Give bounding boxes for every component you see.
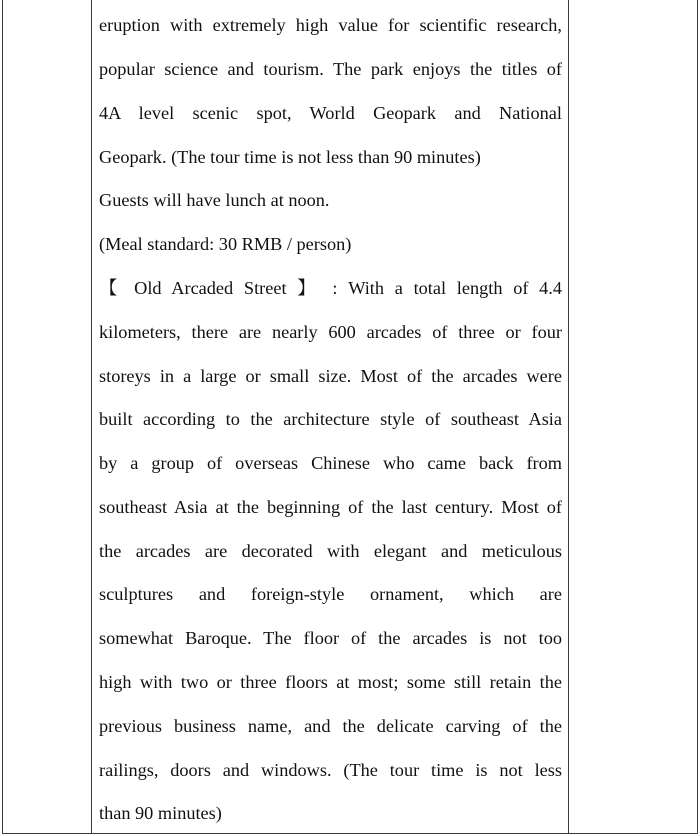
text-line: storeys in a large or small size. Most of the arcades were [99, 366, 562, 386]
text-line: somewhat Baroque. The floor of the arcades is not too [99, 628, 562, 648]
table-column-divider-2 [568, 0, 569, 834]
text-line: (Meal standard: 30 RMB / person) [99, 234, 352, 254]
text-line: railings, doors and windows. (The tour time is not less [99, 760, 562, 780]
text-line: Guests will have lunch at noon. [99, 190, 330, 210]
text-line: high with two or three floors at most; some still retain the [99, 672, 562, 692]
text-line: Geopark. (The tour time is not less than 90 minutes) [99, 147, 481, 167]
table-border-bottom [2, 833, 698, 834]
text-line: previous business name, and the delicate carving of the [99, 716, 562, 736]
table-column-divider-1 [91, 0, 92, 834]
text-line: popular science and tourism. The park enjoys the titles of [99, 59, 562, 79]
text-line: than 90 minutes) [99, 803, 222, 823]
text-line: sculptures and foreign-style ornament, which are [99, 584, 562, 604]
text-line: by a group of overseas Chinese who came back from [99, 453, 562, 473]
text-line: kilometers, there are nearly 600 arcades of three or four [99, 322, 562, 342]
text-line: built according to the architecture style of southeast Asia [99, 409, 562, 429]
table-border-right [697, 0, 698, 834]
text-line: 4A level scenic spot, World Geopark and National [99, 103, 562, 123]
text-line: southeast Asia at the beginning of the last century. Most of [99, 497, 562, 517]
table-border-left [2, 0, 3, 834]
text-line: the arcades are decorated with elegant and meticulous [99, 541, 562, 561]
text-line: eruption with extremely high value for scientific research, [99, 15, 562, 35]
text-line: 【 Old Arcaded Street 】 : With a total length of 4.4 [99, 278, 562, 298]
